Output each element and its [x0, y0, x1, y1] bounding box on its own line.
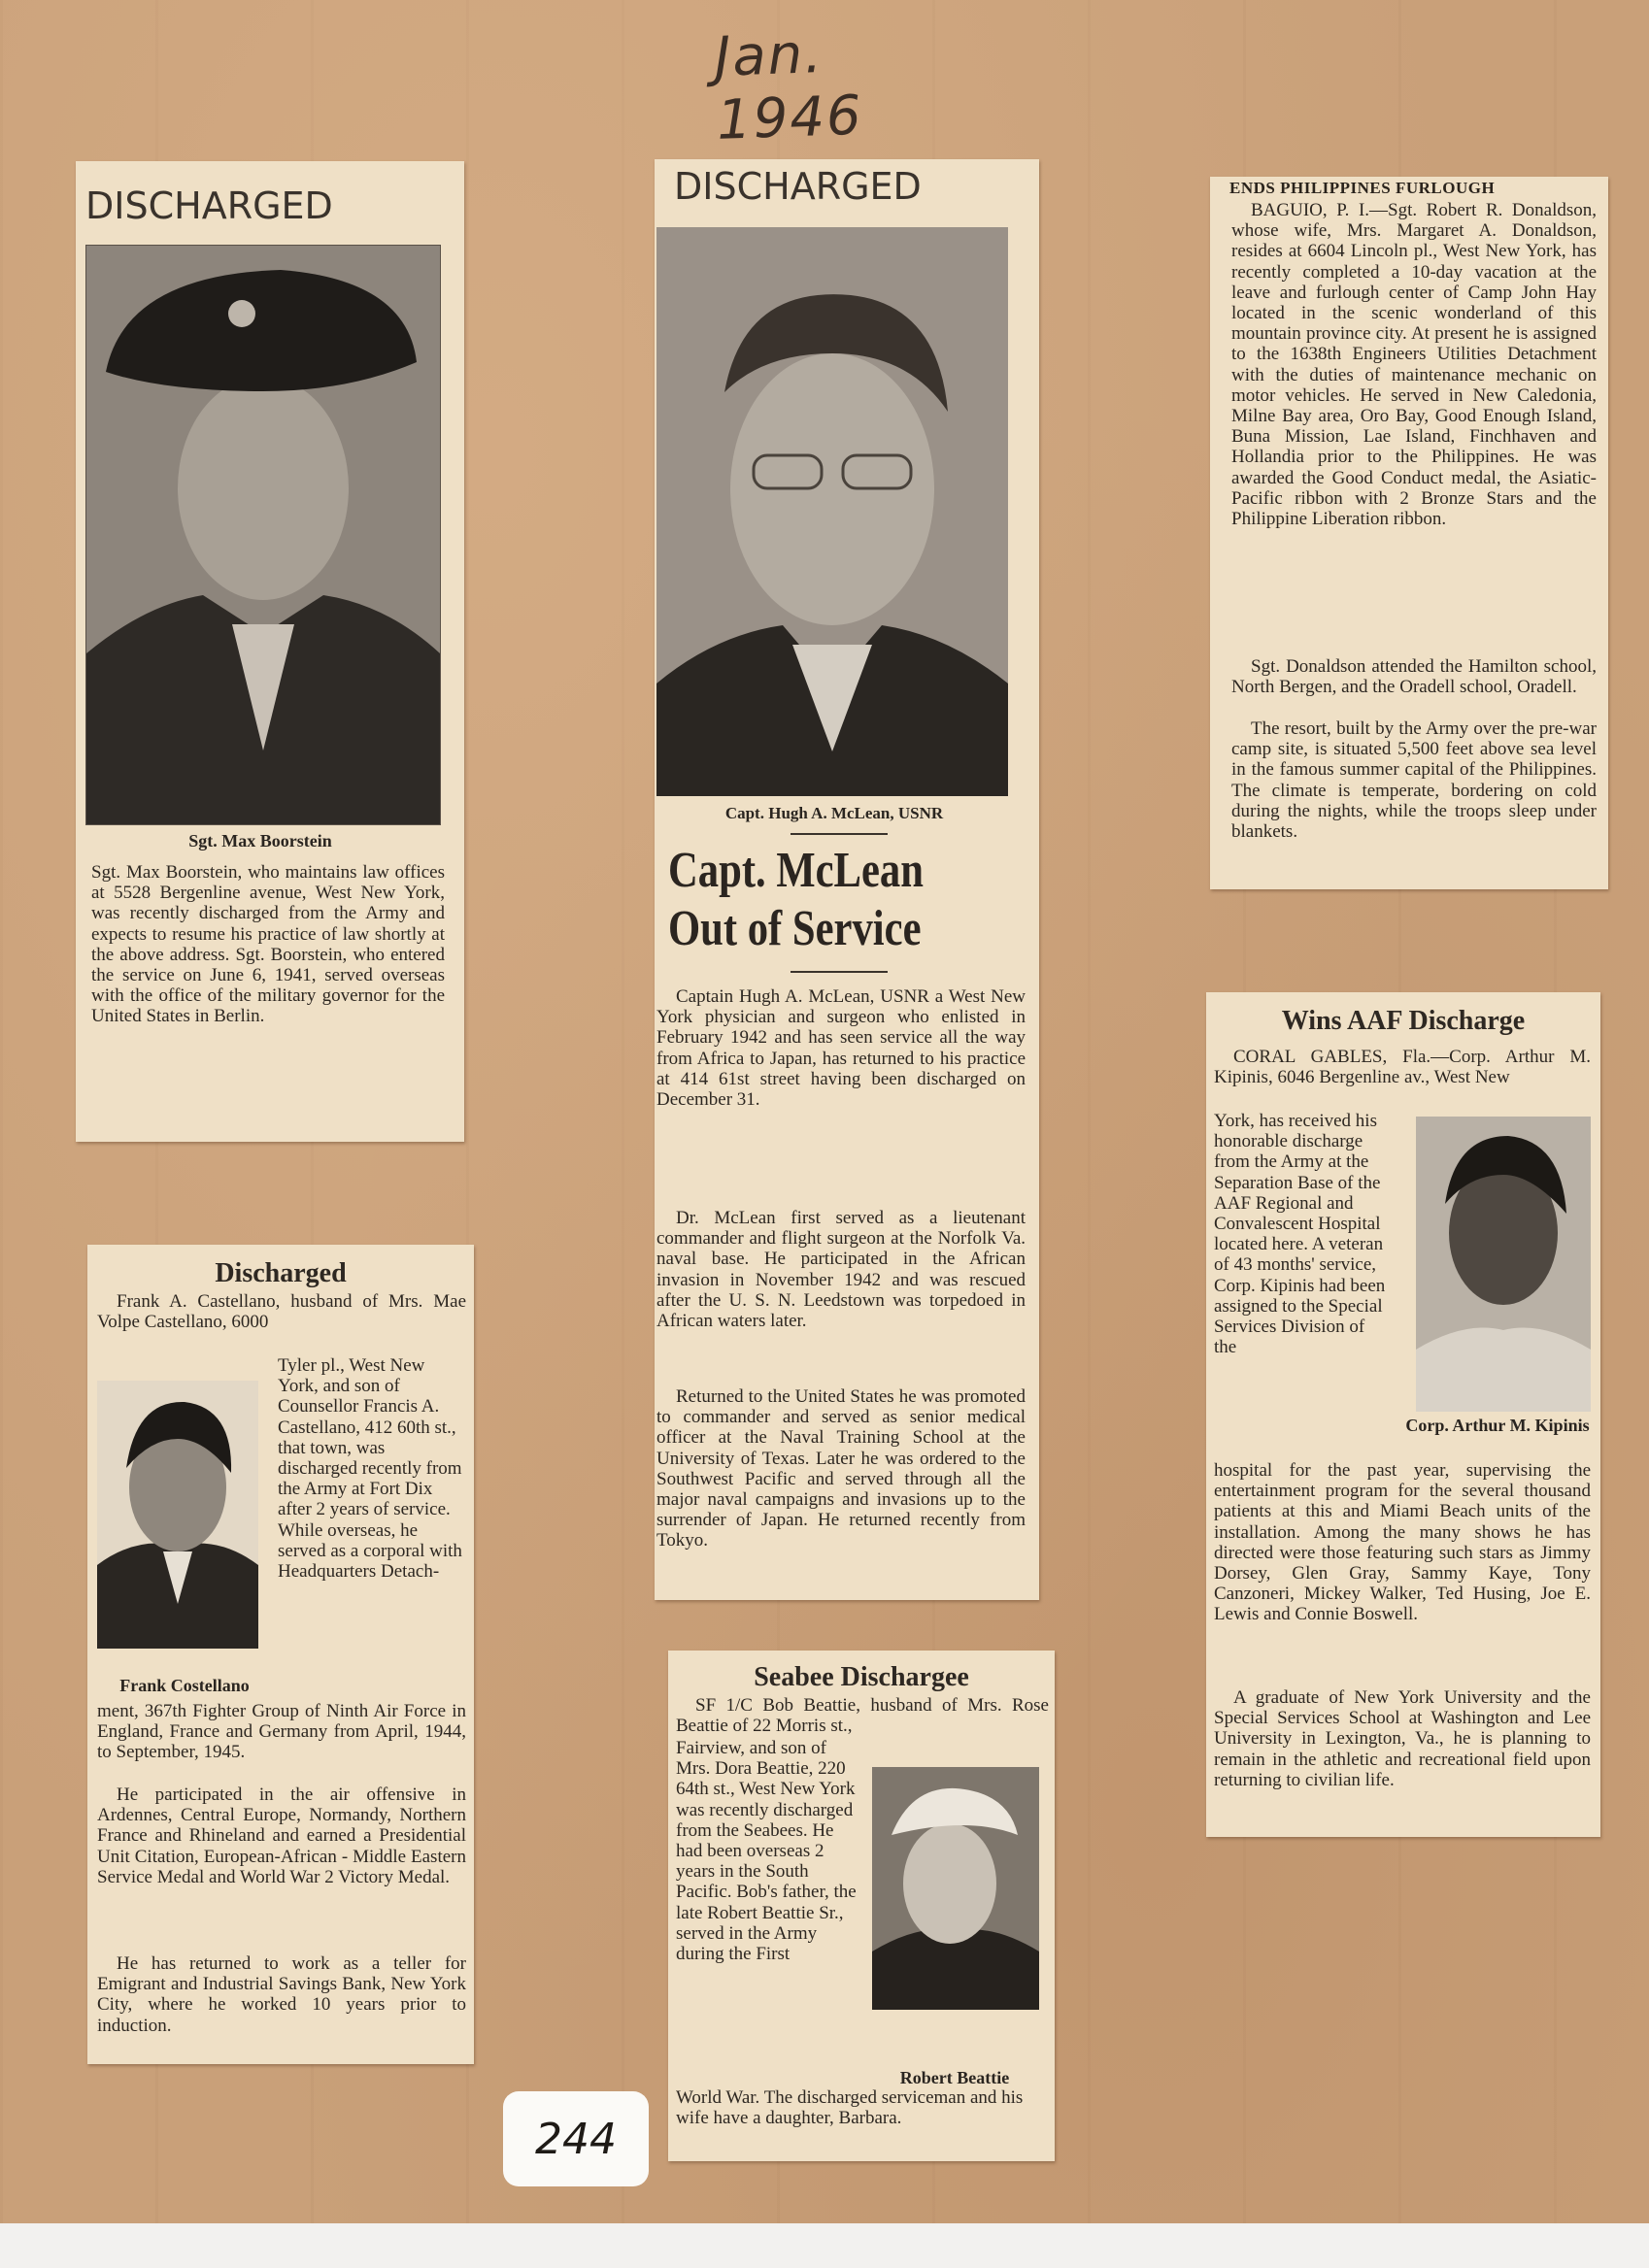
scan-bottom-margin: [0, 2223, 1649, 2268]
article-paragraph: Sgt. Donaldson attended the Hamilton school, North Bergen, and the Oradell school, Oradell.: [1231, 656, 1597, 698]
clipping-header: DISCHARGED: [674, 165, 922, 208]
article-body: World War. The discharged serviceman and his wife have a daughter, Barbara.: [676, 2087, 1024, 2129]
clipping-header: ENDS PHILIPPINES FURLOUGH: [1229, 179, 1496, 197]
article-paragraph: BAGUIO, P. I.—Sgt. Robert R. Donaldson, whose wife, Mrs. Margaret A. Donaldson, resides at 6604 Lincoln pl., West New York, has recently completed a 10-day vacation at the leave and furlough center of Camp John Hay located in the scenic wonderland of this mountain province city. At present he is assigned to the 1638th Engineers Utilities Detachment with the duties of maintenance mechanic on motor vehicles. He served in New Caledonia, Milne Bay area, Oro Bay, Good Enough Island, Buna Mission, Lae Island, Finchhaven and Hollandia prior to the Philippines. He was awarded the Good Conduct medal, the Asiatic-Pacific ribbon with 2 Bronze Stars and the Philippine Liberation ribbon.: [1231, 200, 1597, 530]
clipping-header: Discharged: [215, 1258, 347, 1288]
portrait-photo-mclean: [656, 227, 1008, 796]
clipping-boorstein: [76, 161, 464, 1142]
article-body: He has returned to work as a teller for Emigrant and Industrial Savings Bank, New York City, where he worked 10 years prior to induction.: [97, 1953, 466, 2036]
photo-caption: Corp. Arthur M. Kipinis: [1405, 1416, 1590, 1435]
clipping-header: Seabee Dischargee: [754, 1662, 969, 1692]
article-intro: Frank A. Castellano, husband of Mrs. Mae Volpe Castellano, 6000: [97, 1291, 466, 1333]
clipping-beattie: [668, 1651, 1055, 2161]
article-paragraph: Returned to the United States he was promoted to commander and served as senior medical officer at the Naval Training School at the University of Texas. Later he was ordered to the Southwest Pacific and served through all the major naval campaigns and invasions up to the surrender of Japan. He returned recently from Tokyo.: [656, 1386, 1026, 1551]
clipping-donaldson: [1210, 177, 1608, 889]
article-intro: CORAL GABLES, Fla.—Corp. Arthur M. Kipinis, 6046 Bergenline av., West New: [1214, 1047, 1591, 1088]
article-paragraph: Captain Hugh A. McLean, USNR a West New York physician and surgeon who enlisted in February 1942 and has seen service all the way from Africa to Japan, has returned to his practice at 414 61st street having been discharged on December 31.: [656, 986, 1026, 1111]
clipping-mclean: [655, 159, 1039, 1600]
article-side-text: Fairview, and son of Mrs. Dora Beattie, 220 64th st., West New York was recently discharged from the Seabees. He had been overseas 2 years in the South Pacific. Bob's father, the late Robert Beattie Sr., served in the Army during the First: [676, 1738, 857, 1965]
article-paragraph: Dr. McLean first served as a lieutenant commander and flight surgeon at the Norfolk Va. naval base. He participated in the African invasion in November 1942 and was rescued after the U. S. N. Leedstown was torpedoed in African waters later.: [656, 1208, 1026, 1332]
portrait-photo-boorstein: [85, 245, 441, 825]
clipping-header: DISCHARGED: [85, 184, 333, 227]
article-paragraph: The resort, built by the Army over the pre-war camp site, is situated 5,500 feet above sea level in the famous summer capital of the Philippines. The climate is temperate, bordering on cold during the nights, while the troops sleep under blankets.: [1231, 718, 1597, 843]
photo-caption: Sgt. Max Boorstein: [188, 831, 332, 850]
headline-rule: [791, 971, 888, 973]
article-body: ment, 367th Fighter Group of Ninth Air Force in England, France and Germany from April, 1944, to September, 1945.: [97, 1701, 466, 1763]
article-body: He participated in the air offensive in Ardennes, Central Europe, Normandy, Northern France and Rhineland and earned a Presidential Unit Citation, European-African - Middle Eastern Service Medal and World War 2 Victory Medal.: [97, 1784, 466, 1887]
portrait-photo-beattie: [872, 1767, 1039, 2010]
clipping-header: Wins AAF Discharge: [1281, 1006, 1526, 1036]
portrait-photo-castellano: [97, 1381, 258, 1649]
article-body: Sgt. Max Boorstein, who maintains law offices at 5528 Bergenline avenue, West New York, was recently discharged from the Army and expects to resume his practice of law shortly at the above address. Sgt. Boorstein, who entered the service on June 6, 1941, served overseas with the office of the military governor for the United States in Berlin.: [91, 862, 445, 1027]
handwritten-date: Jan. 1946: [713, 21, 864, 152]
article-side-text: York, has received his honorable discharge from the Army at the Separation Base of the AAF Regional and Convalescent Hospital located here. A veteran of 43 months' service, Corp. Kipinis had been assigned to the Special Services Division of the: [1214, 1111, 1386, 1358]
article-intro: SF 1/C Bob Beattie, husband of Mrs. Rose Beattie of 22 Morris st.,: [676, 1695, 1049, 1737]
caption-rule: [791, 833, 888, 835]
article-side-text: Tyler pl., West New York, and son of Counsellor Francis A. Castellano, 412 60th st., that town, was discharged recently from the Army at Fort Dix after 2 years of service. While overseas, he served as a corporal with Headquarters Detach-: [278, 1355, 462, 1583]
headline-line-1: Capt. McLean: [668, 843, 924, 898]
article-body: A graduate of New York University and the Special Services School at Washington and Lee University in Lexington, Va., he is planning to remain in the athletic and recreational field upon returning to civilian life.: [1214, 1687, 1591, 1790]
clipping-kipinis: [1206, 992, 1600, 1837]
photo-caption: Capt. Hugh A. McLean, USNR: [724, 804, 944, 822]
photo-caption: Frank Costellano: [119, 1676, 250, 1695]
article-body: hospital for the past year, supervising the entertainment program for the several thousand patients at this and Miami Beach units of the installation. Among the many shows he has directed were those featuring such stars as Jimmy Dorsey, Glen Gray, Sammy Kaye, Tony Canzoneri, Mickey Walker, Ted Husing, Joe E. Lewis and Connie Boswell.: [1214, 1460, 1591, 1625]
page-number-label: 244: [503, 2091, 649, 2186]
headline-line-2: Out of Service: [668, 901, 922, 956]
portrait-photo-kipinis: [1416, 1117, 1591, 1412]
photo-caption: Robert Beattie: [899, 2068, 1010, 2087]
clipping-castellano: [87, 1245, 474, 2064]
